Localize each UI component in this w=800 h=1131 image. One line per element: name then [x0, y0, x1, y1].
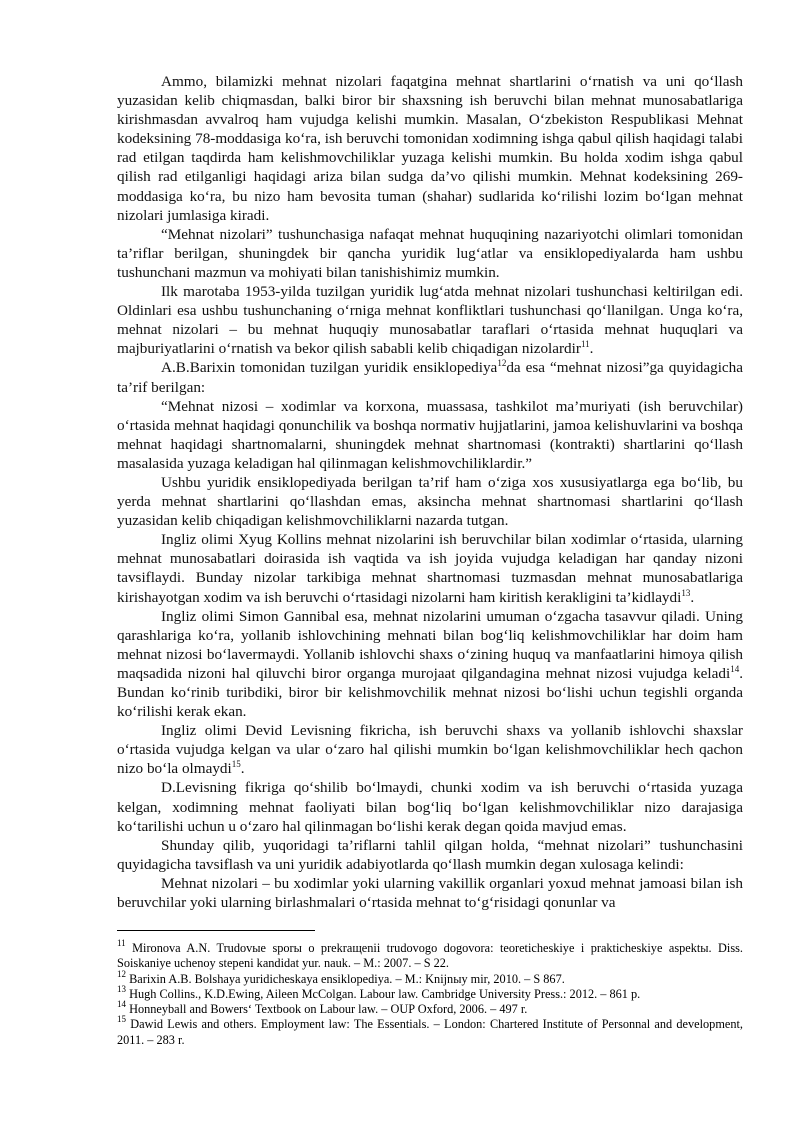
footnote: $^{13}$ Hugh Collins., K.D.Ewing, Aileen McColgan. Labour law. Cambridge University Press.: 2012. – 861 p. [117, 983, 641, 1001]
footnote: $^{12}$ Barixin A.B. Bolshaya yuridicheskaya ensiklopediya. – M.: Knijnыy mir, 2010. – S 867. [117, 968, 565, 986]
paragraph: Ingliz olimi Devid Levisning fikricha, ish beruvchi shaxs va yollanib ishlovchi shaxslar o‘rtasida vujudga kelgan va ular o‘zaro hal qilishi mumkin bo‘lgan kelishmovchiliklar hech qachon nizo bo‘la olmaydi$^{15}$. [117, 722, 743, 778]
footnote-ref[interactable]: 12 [497, 358, 507, 369]
footnotes [117, 938, 743, 1048]
footnote-number: 14 [117, 999, 126, 1010]
paragraph: A.B.Barixin tomonidan tuzilgan yuridik ensiklopediya$^{12}$da esa “mehnat nizosi”ga quyidagicha ta’rif berilgan: [117, 358, 744, 396]
paragraph: Shunday qilib, yuqoridagi ta’riflarni tahlil qilgan holda, “mehnat nizolari” tushunchasini quyidagicha tavsiflash va uni yuridik adabiyotlarda qo‘llash mumkin degan xulosaga kelindi: [117, 836, 743, 873]
footnote-number: 12 [117, 968, 126, 979]
footnote: $^{15}$ Dawid Lewis and others. Employment law: The Essentials. – London: Chartered Institute of Personnal and development, 2011. – 283 r. [117, 1014, 743, 1047]
paragraph: Ammo, bilamizki mehnat nizolari faqatgina mehnat shartlarini o‘rnatish va uni qo‘llash yuzasidan kelib chiqmasdan, balki biror bir shaxsning ish beruvchi bilan mehnat munosabatlariga kirishmasdan avvalroq ham vujudga kelishi mumkin. Masalan, O‘zbekiston Respublikasi Mehnat kodeksining 78-moddasiga ko‘ra, ish beruvchi tomonidan xodimning ishga qabul qilish haqidagi talabi rad etilgan taqdirda ham kelishmovchiliklar yuzaga kelishi mumkin. Bu holda xodim ishga qabul qilish rad etilganligi haqidagi ariza bilan sudga da’vo qilishi mumkin. Mehnat kodeksining 269-moddasiga ko‘ra, bu nizo ham bevosita tuman (shahar) sudlarida ko‘rilishi lozim bo‘lgan mehnat nizolari jumlasiga kiradi. [117, 73, 743, 224]
paragraph: Ilk marotaba 1953-yilda tuzilgan yuridik lug‘atda mehnat nizolari tushunchasi keltirilgan edi. Oldinlari esa ushbu tushunchaning o‘rniga mehnat konfliktlari tushunchasi qo‘llanilgan. Unga ko‘ra, mehnat nizolari – bu mehnat huquqiy munosabatlar taraflari o‘rtasida mehnat huquqlari va majburiyatlarini o‘rnatish va bekor qilish sababli kelib chiqadigan nizolardir$^{11}$. [117, 283, 743, 358]
paragraph: “Mehnat nizolari” tushunchasiga nafaqat mehnat huquqining nazariyotchi olimlari tomonidan ta’riflar berilgan, shuningdek bir qancha yuridik lug‘atlar va ensiklopediyalarda ham ushbu tushunchani mazmun va mohiyati bilan tanishishimiz mumkin. [117, 225, 743, 281]
footnote-ref[interactable]: 11 [580, 339, 590, 350]
body-text [117, 72, 743, 912]
footnote-number: 11 [117, 938, 126, 948]
paragraph: Ingliz olimi Xyug Kollins mehnat nizolarini ish beruvchilar bilan xodimlar o‘rtasida, ularning mehnat munosabatlari doirasida ish vaqtida va ish joyida vujudga keladigan har qanday nizoni tavsiflaydi. Bunday nizolar tarkibiga mehnat shartnomasi tuzmasdan mehnat munosabatlariga kirishayotgan xodim va ish beruvchi o‘rtasidagi nizolarni ham kiritish kerakligini ta’kidlaydi$^{13}$. [117, 531, 743, 606]
footnote-divider [117, 930, 315, 931]
footnote-number: 15 [117, 1014, 126, 1025]
footnote-ref[interactable]: 13 [681, 587, 691, 598]
paragraph: Mehnat nizolari – bu xodimlar yoki ularning vakillik organlari yoxud mehnat jamoasi bilan ish beruvchilar yoki ularning birlashmalari o‘rtasida mehnat to‘g‘risidagi qonunlar va [117, 874, 743, 912]
paragraph: Ushbu yuridik ensiklopediyada berilgan ta’rif ham o‘ziga xos xususiyatlarga ega bo‘lib, bu yerda mehnat shartlarini qo‘llashdan emas, aksincha mehnat shartnomasi shartlarini qo‘llash yuzasidan kelib chiqadigan kelishmovchiliklarni nazarda tutgan. [117, 473, 743, 530]
paragraph-quote: “Mehnat nizosi – xodimlar va korxona, muassasa, tashkilot ma’muriyati (ish beruvchilar) o‘rtasida mehnat haqidagi qonunchilik va boshqa normativ hujjatlarini, jamoa kelishuvlarini va boshqa mehnat haqidagi shartnomalarni, shuningdek mehnat shartnomasi (kontrakti) shartlarini qo‘llash masalasida yuzaga keladigan hal qilinmagan kelishmovchiliklardir.” [117, 397, 743, 472]
footnote-ref[interactable]: 14 [730, 663, 740, 674]
footnote: $^{11}$ Mironova A.N. Trudovыe sporы o prekraщenii trudovogo dogovora: teoreticheskiye i prakticheskiye aspektы. Diss. Soiskaniye uchenoy stepeni kandidat yur. nauk. – M.: 2007. – S 22. [117, 938, 743, 971]
paragraph: Ingliz olimi Simon Gannibal esa, mehnat nizolarini umuman o‘zgacha tasavvur qiladi. Uning qarashlariga ko‘ra, yollanib ishlovchining mehnati bilan bog‘liq kelishmovchiliklar har doim ham mehnat nizosi bo‘lavermaydi. Yollanib ishlovchi shaxs o‘zining huquq va manfaatlarini himoya qilish maqsadida nizoni hal qiluvchi biror organga murojaat qilgandagina mehnat nizosi vujudga keladi$^{14}$. Bundan ko‘rinib turibdiki, biror bir kelishmovchilik mehnat nizosi bo‘lishi uchun tegishli organda ko‘rilishi kerak ekan. [117, 607, 743, 721]
footnote: $^{14}$ Honneyball and Bowers‘ Textbook on Labour law. – OUP Oxford, 2006. – 497 r. [117, 999, 528, 1017]
paragraph: D.Levisning fikriga qo‘shilib bo‘lmaydi, chunki xodim va ish beruvchi o‘rtasida yuzaga kelgan, xodimning mehnat faoliyati bilan bog‘liq bo‘lgan kelishmovchiliklar nizo darajasiga ko‘tarilishi uchun u o‘zaro hal qilinmagan bo‘lishi kerak degan qoida mavjud emas. [117, 779, 743, 835]
footnote-number: 13 [117, 983, 126, 994]
footnote-ref[interactable]: 15 [231, 759, 241, 770]
